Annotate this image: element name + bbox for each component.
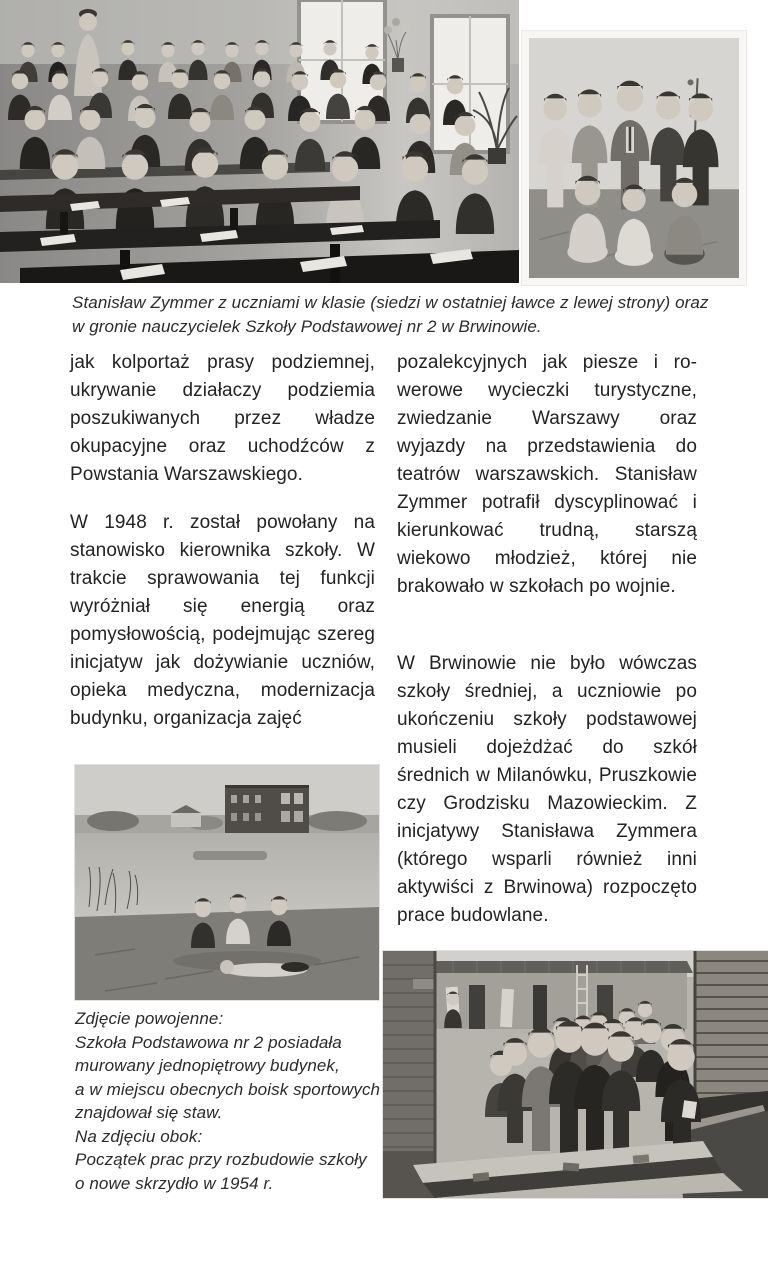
lake-photo (75, 765, 379, 1000)
bottom-caption-line: murowany jednopiętrowy budynek, (75, 1056, 340, 1075)
school-building-detail (225, 785, 309, 833)
teachers-photo-image (529, 38, 739, 278)
brick-wall-detail (383, 951, 435, 1198)
bottom-caption-line: Zdjęcie powojenne: (75, 1009, 224, 1028)
bottom-caption-line: o nowe skrzydło w 1954 r. (75, 1173, 274, 1193)
lake-photo-image (75, 765, 379, 1000)
bottom-caption (75, 1007, 405, 1195)
left-column-paragraph-2: W 1948 r. został powołany na stanowisko kierownika szkoły. W trakcie sprawowania tej funkcji wyróżniał się energią oraz pomysłowością, podejmując szereg inicjatyw jak dożywianie uczniów, opieka medyczna, modernizacja budynku, organizacja zajęć (70, 512, 375, 729)
construction-photo (383, 951, 768, 1198)
top-caption (72, 291, 720, 339)
bottom-caption-line: Szkoła Podstawowa nr 2 posiadała (75, 1032, 342, 1052)
top-caption-line: Stanisław Zymmer z uczniami w klasie (siedzi w ostatniej ławce z lewej strony) oraz (72, 293, 709, 312)
bottom-caption-line: Na zdjęciu obok: (75, 1126, 203, 1146)
right-column-paragraph-1: pozalekcyjnych jak piesze i rowerowe wycieczki turystyczne, zwiedzanie Warszawy oraz wyjazdy na przedstawienia do teatrów warszawskich. Stanisław Zymmer potrafił dyscyplinować i kierunkować trudną, starszą wiekowo młodzież, której nie brakowało w szkołach po wojnie. (397, 352, 697, 597)
left-column-paragraph-1: jak kolportaż prasy podziemnej, ukrywanie działaczy podziemia poszukiwanych przez władze okupacyjne oraz uchodźców z Powstania Warszawskiego. (70, 352, 375, 485)
top-caption-line: w gronie nauczycielek Szkoły Podstawowej nr 2 w Brwinowie. (72, 317, 542, 336)
classroom-photo (0, 0, 519, 283)
bottom-caption-line: znajdował się staw. (75, 1103, 223, 1122)
bottom-caption-line: Początek prac przy rozbudowie szkoły (75, 1150, 367, 1169)
bottom-caption-line: a w miejscu obecnych boisk sportowych (75, 1079, 381, 1099)
right-column-paragraph-2: W Brwinowie nie było wówczas szkoły średniej, a uczniowie po ukończeniu szkoły podstawowej musieli dojeżdżać do szkół średnich w Milanówku, Pruszkowie czy Grodzisku Mazowieckim. Z inicjatywy Stanisława Zymmera (którego wsparli również inni aktywiści z Brwinowa) rozpoczęto prace budowlane. (397, 653, 697, 926)
construction-photo-image (383, 951, 768, 1198)
classroom-photo-image (0, 0, 519, 283)
teachers-photo (521, 30, 747, 286)
